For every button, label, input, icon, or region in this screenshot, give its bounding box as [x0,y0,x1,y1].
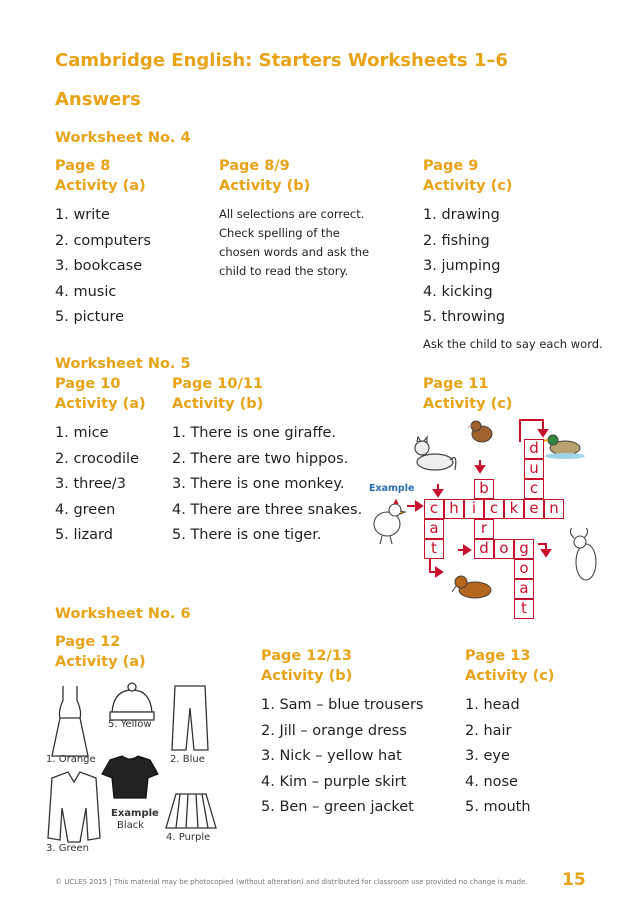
crossword-cell: a [424,519,444,539]
crossword-cell: e [524,499,544,519]
caption-blue: 2. Blue [170,754,205,765]
ws4-col-a [55,156,151,331]
caption-green: 3. Green [46,843,90,854]
ws6-c-activity: Activity (c) [465,668,555,684]
list-item: 1. Sam – blue trousers [261,697,424,713]
ws6-col-b [261,646,423,821]
crossword-cell: c [484,499,504,519]
page-title: Cambridge English: Starters Worksheets 1–6 [55,50,508,71]
trousers-icon [172,686,208,750]
list-item: 4. music [55,283,117,300]
ws6-col-a [55,632,146,672]
ws4-a-page: Page 8 [55,158,111,174]
list-item: 4. There are three snakes. [172,501,363,518]
list-item: 1. head [465,697,520,713]
dog-icon [452,576,491,598]
page-number: 15 [562,870,586,890]
list-item: 1. There is one giraffe. [172,425,336,441]
note-line: All selections are correct. [219,207,365,221]
list-item: 5. mouth [465,799,531,816]
caption-orange: 1. Orange [46,754,96,765]
crossword-cell: c [424,499,444,519]
crossword-cell: d [474,539,494,559]
note-line: chosen words and ask the [219,245,370,259]
crossword-cell: t [424,539,444,559]
worksheet-4-heading: Worksheet No. 4 [55,130,191,146]
crossword-cell: o [514,559,534,579]
ws4-b-note [219,205,369,281]
worksheet-6-heading: Worksheet No. 6 [55,606,191,622]
ws6-b-list [261,693,423,821]
duck-icon [543,435,585,459]
skirt-icon [166,794,216,828]
cat-icon [415,437,456,470]
ws5-b-activity: Activity (b) [172,396,264,412]
ws4-c-activity: Activity (c) [423,178,513,194]
crossword-cell: b [474,479,494,499]
list-item: 3. There is one monkey. [172,476,345,493]
dress-icon [52,686,88,756]
hen-icon [374,500,405,544]
ws5-col-c [423,374,512,414]
ws6-c-list [465,693,554,821]
hat-icon [110,683,154,720]
crossword-cell: d [524,439,544,459]
list-item: 4. Kim – purple skirt [261,773,407,790]
list-item: 2. There are two hippos. [172,450,349,467]
ws6-b-activity: Activity (b) [261,668,353,684]
crossword-cell: i [464,499,484,519]
goat-icon [570,528,596,580]
crossword-example-label: Example [369,483,415,494]
caption-example: Example [111,808,159,819]
worksheet-5-heading: Worksheet No. 5 [55,356,191,372]
note-line: child to read the story. [219,264,349,278]
list-item: 4. green [55,501,116,518]
ws4-a-activity: Activity (a) [55,178,146,194]
ws5-c-page: Page 11 [423,376,489,392]
crossword-cell: g [514,539,534,559]
list-item: 3. eye [465,748,510,765]
list-item: 3. three/3 [55,476,126,493]
ws5-b-page: Page 10/11 [172,376,263,392]
list-item: 5. There is one tiger. [172,527,322,544]
list-item: 3. Nick – yellow hat [261,748,402,765]
list-item: 1. write [55,207,110,223]
crossword-cell: t [514,599,534,619]
caption-black: Black [117,820,145,831]
ws6-a-page: Page 12 [55,634,121,650]
ws4-b-activity: Activity (b) [219,178,311,194]
bird-icon [468,421,492,442]
ws5-c-activity: Activity (c) [423,396,513,412]
jacket-icon [48,772,100,842]
caption-purple: 4. Purple [166,832,211,843]
list-item: 4. kicking [423,283,493,300]
ws4-c-list [423,203,603,331]
note-line: Check spelling of the [219,226,340,240]
list-item: 5. lizard [55,527,113,544]
list-item: 1. mice [55,425,109,441]
answers-heading: Answers [55,89,141,110]
list-item: 3. bookcase [55,258,143,275]
ws5-b-list [172,421,362,549]
list-item: 5. picture [55,309,125,326]
list-item: 4. nose [465,773,518,790]
list-item: 2. fishing [423,232,490,249]
crossword-cell: a [514,579,534,599]
ws4-col-b [219,156,369,281]
crossword-cell: k [504,499,524,519]
crossword-cell: r [474,519,494,539]
ws5-col-b [172,374,362,549]
list-item: 2. Jill – orange dress [261,722,407,739]
crossword-cell: o [494,539,514,559]
tshirt-icon [102,756,158,798]
ws6-col-c [465,646,554,821]
list-item: 3. jumping [423,258,501,275]
ws6-b-page: Page 12/13 [261,648,352,664]
crossword-cell: n [544,499,564,519]
crossword-cell: u [524,459,544,479]
footer-copyright: © UCLES 2015 | This material may be photocopied (without alteration) and distributed for classroom use provided no change is made. [55,878,528,886]
ws6-c-page: Page 13 [465,648,531,664]
ws6-a-activity: Activity (a) [55,654,146,670]
ws4-col-c [423,156,603,354]
ws5-col-a [55,374,146,549]
ws5-a-activity: Activity (a) [55,396,146,412]
ws4-a-list [55,203,151,331]
crossword-cell: h [444,499,464,519]
ws4-c-page: Page 9 [423,158,479,174]
list-item: 1. drawing [423,207,500,223]
list-item: 2. computers [55,232,151,249]
list-item: 5. Ben – green jacket [261,799,414,816]
ws4-c-note: Ask the child to say each word. [423,336,603,351]
crossword-cell: c [524,479,544,499]
list-item: 5. throwing [423,309,506,326]
crossword-puzzle [360,412,620,622]
caption-yellow: 5. Yellow [108,719,152,730]
ws5-a-page: Page 10 [55,376,121,392]
list-item: 2. crocodile [55,450,139,467]
ws4-b-page: Page 8/9 [219,158,290,174]
list-item: 2. hair [465,722,512,739]
ws5-a-list [55,421,146,549]
